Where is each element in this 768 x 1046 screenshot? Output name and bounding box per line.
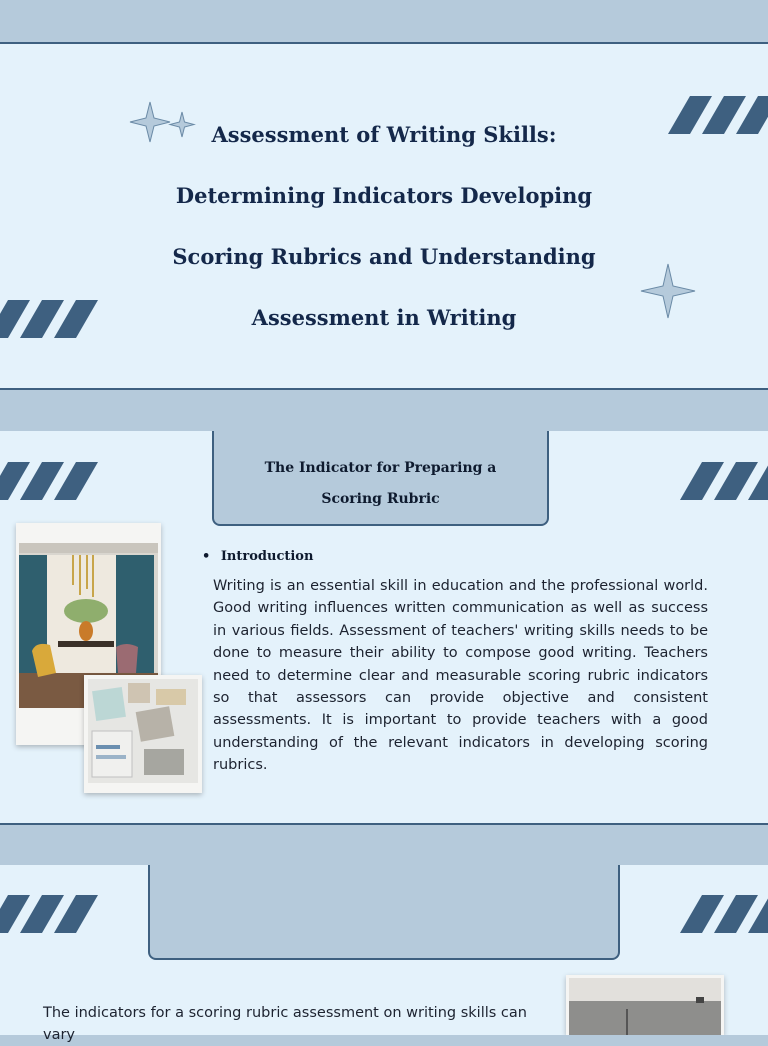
title-line: Assessment of Writing Skills: xyxy=(211,122,557,147)
title-line: Scoring Rubrics and Understanding xyxy=(172,244,596,269)
page-title xyxy=(100,104,668,348)
stripe-decoration xyxy=(0,462,98,500)
section-heading-tab xyxy=(148,865,620,960)
stripe-decoration xyxy=(0,895,98,933)
bullet-char: • xyxy=(202,549,211,564)
stripe-decoration xyxy=(0,300,98,338)
section-panel xyxy=(0,431,768,825)
title-line: Assessment in Writing xyxy=(251,305,517,330)
lower-band xyxy=(0,825,768,867)
intro-paragraph: Writing is an essential skill in education and the professional world. Good writing influences written communication as well as success in various fields. Assessment of teachers' writing skills needs to be done to measure their ability to compose good writing. Teachers need to determine clear and measurable scoring rubric indicators so that assessors can provide objective and consistent assessments. It is important to provide teachers with a good understanding of the relevant indicators in developing scoring rubrics. xyxy=(213,578,708,774)
middle-band xyxy=(0,390,768,433)
bullet-heading-text: Introduction xyxy=(220,549,314,564)
section-heading-tab xyxy=(212,431,549,526)
top-band xyxy=(0,0,768,44)
interior-photo xyxy=(566,975,724,1035)
stripe-decoration xyxy=(680,462,768,500)
heading-line: Scoring Rubric xyxy=(321,491,440,507)
bullet-heading xyxy=(202,549,313,564)
cover-panel xyxy=(0,42,768,390)
material-swatches-photo xyxy=(84,675,202,793)
title-line: Determining Indicators Developing xyxy=(175,183,593,208)
indicators-paragraph: The indicators for a scoring rubric assessment on writing skills can vary xyxy=(43,1005,527,1043)
stripe-decoration xyxy=(680,895,768,933)
heading-line: The Indicator for Preparing a xyxy=(264,460,497,476)
section-heading xyxy=(214,453,547,515)
stripe-decoration xyxy=(668,96,768,134)
